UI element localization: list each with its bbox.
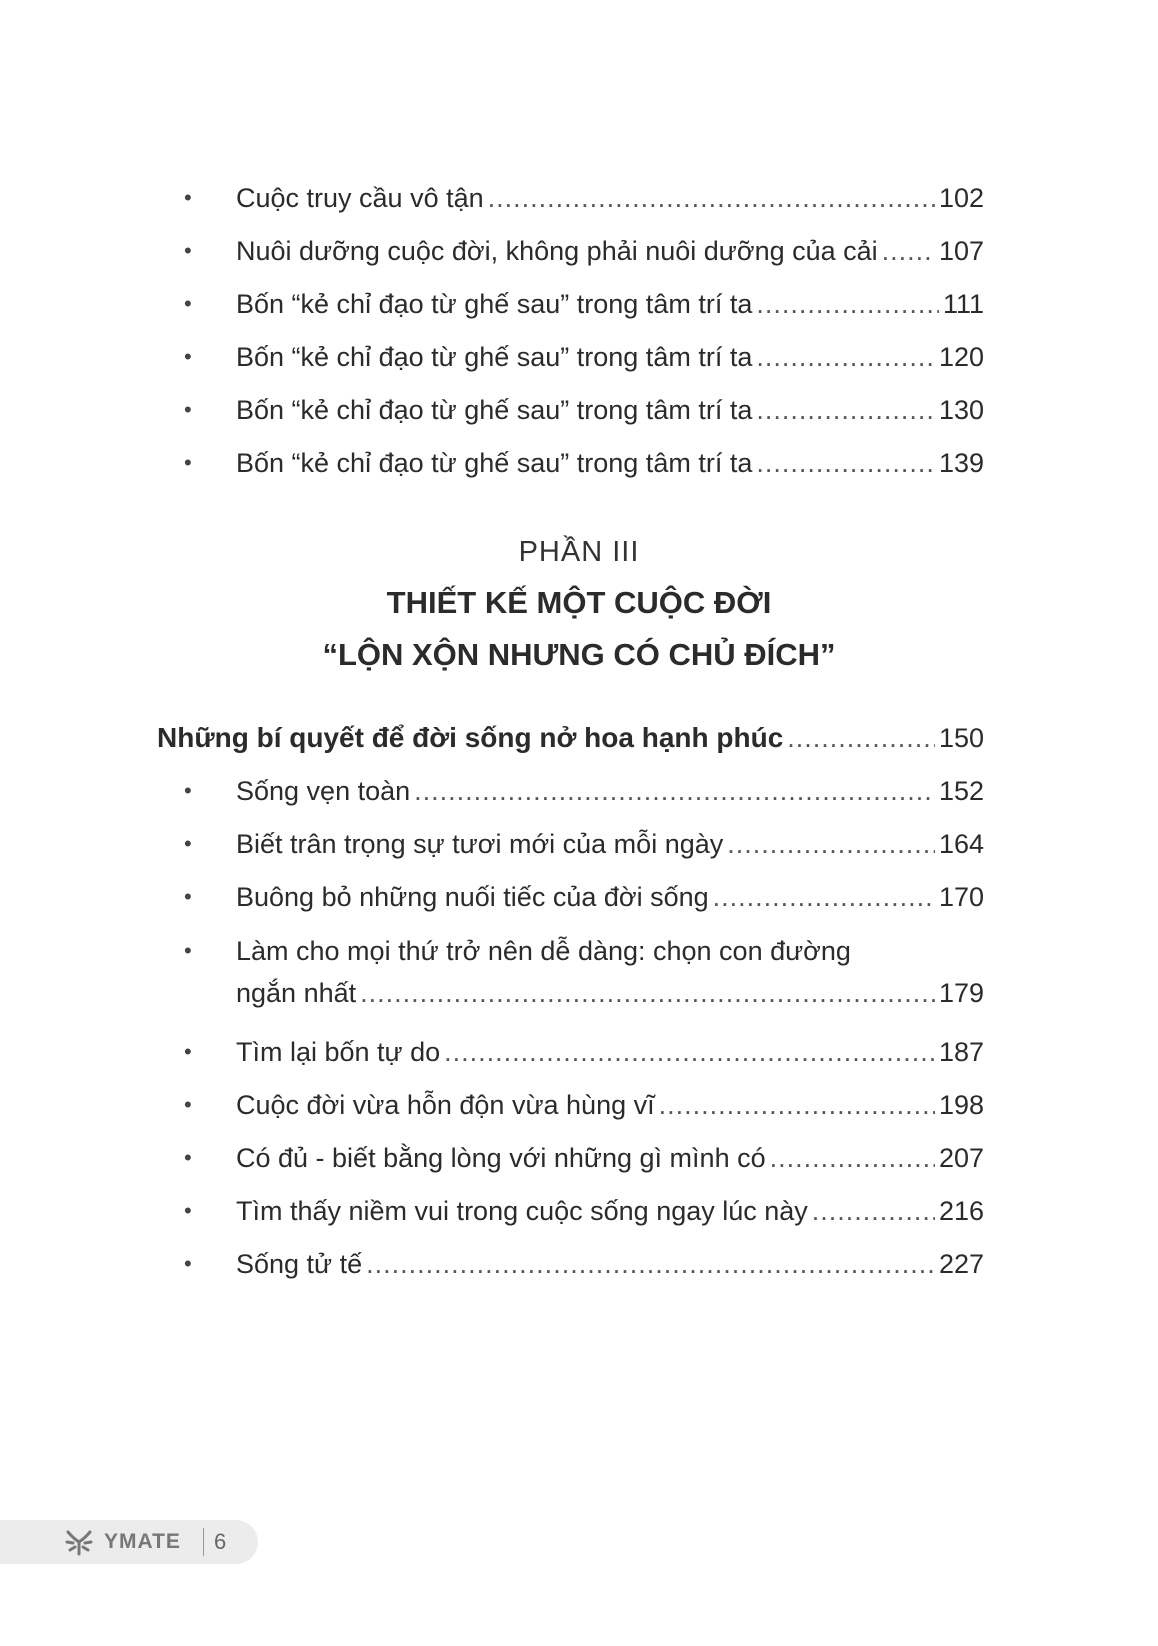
dot-leader xyxy=(882,225,935,277)
entry-title-line2: ngắn nhất xyxy=(236,978,357,1008)
entry-title: Cuộc đời vừa hỗn độn vừa hùng vĩ xyxy=(236,1090,655,1120)
entry-title: Có đủ - biết bằng lòng với những gì mình có xyxy=(236,1143,766,1173)
entry-page: 216 xyxy=(938,1196,984,1226)
entry-page: 130 xyxy=(938,395,984,425)
bullet: • xyxy=(184,938,192,963)
bullet: • xyxy=(184,778,192,803)
entry-title: Nuôi dưỡng cuộc đời, không phải nuôi dưỡng của cải xyxy=(236,236,878,266)
dot-leader xyxy=(360,972,935,1014)
entry-page: 227 xyxy=(938,1249,984,1279)
toc-entry-wrapped[interactable] xyxy=(0,930,1158,1014)
bullet: • xyxy=(184,1251,192,1276)
toc-section-entry[interactable] xyxy=(157,712,984,764)
dot-leader xyxy=(366,1238,935,1290)
dot-leader xyxy=(444,1026,935,1078)
dot-leader xyxy=(659,1079,935,1131)
toc-entry[interactable] xyxy=(0,278,1158,330)
dot-leader xyxy=(756,437,935,489)
toc-entry[interactable] xyxy=(0,331,1158,383)
entry-page: 164 xyxy=(938,829,984,859)
entry-page: 198 xyxy=(938,1090,984,1120)
dot-leader xyxy=(414,765,935,817)
entry-page: 207 xyxy=(938,1143,984,1173)
toc-entry[interactable] xyxy=(0,1185,1158,1237)
dot-leader xyxy=(488,172,935,224)
toc-entry[interactable] xyxy=(0,384,1158,436)
dot-leader xyxy=(756,331,935,383)
entry-page: 120 xyxy=(938,342,984,372)
footer-brand: YMATE xyxy=(104,1530,181,1553)
entry-page: 139 xyxy=(938,448,984,478)
entry-title: Buông bỏ những nuối tiếc của đời sống xyxy=(236,882,709,912)
entry-title: Sống tử tế xyxy=(236,1249,363,1279)
entry-page: 102 xyxy=(938,183,984,213)
toc-entry[interactable] xyxy=(0,765,1158,817)
dot-leader xyxy=(756,384,935,436)
entry-title-line1: Làm cho mọi thứ trở nên dễ dàng: chọn con đường xyxy=(236,936,851,966)
footer-pill xyxy=(0,1520,258,1564)
entry-page: 170 xyxy=(938,882,984,912)
entry-title: Bốn “kẻ chỉ đạo từ ghế sau” trong tâm trí ta xyxy=(236,395,753,425)
part-title-line1: THIẾT KẾ MỘT CUỘC ĐỜI xyxy=(386,585,772,620)
toc-entry[interactable] xyxy=(0,1238,1158,1290)
bullet: • xyxy=(184,1145,192,1170)
toc-entry[interactable] xyxy=(0,437,1158,489)
dot-leader xyxy=(756,278,939,330)
bullet: • xyxy=(184,344,192,369)
bullet: • xyxy=(184,1198,192,1223)
section-title: Những bí quyết để đời sống nở hoa hạnh phúc xyxy=(157,722,784,753)
section-page: 150 xyxy=(938,723,984,753)
dot-leader xyxy=(770,1132,935,1184)
entry-title: Tìm thấy niềm vui trong cuộc sống ngay lúc này xyxy=(236,1196,808,1226)
entry-title: Bốn “kẻ chỉ đạo từ ghế sau” trong tâm trí ta xyxy=(236,342,753,372)
bullet: • xyxy=(184,450,192,475)
entry-title: Bốn “kẻ chỉ đạo từ ghế sau” trong tâm trí ta xyxy=(236,289,753,319)
bullet: • xyxy=(184,238,192,263)
toc-entry[interactable] xyxy=(0,1026,1158,1078)
toc-entry[interactable] xyxy=(0,818,1158,870)
ymate-logo-icon xyxy=(64,1528,94,1556)
entry-title: Cuộc truy cầu vô tận xyxy=(236,183,484,213)
toc-entry[interactable] xyxy=(0,225,1158,277)
dot-leader xyxy=(713,871,935,923)
entry-title: Sống vẹn toàn xyxy=(236,776,411,806)
bullet: • xyxy=(184,1039,192,1064)
part-title-line2: “LỘN XỘN NHƯNG CÓ CHỦ ĐÍCH” xyxy=(322,637,836,672)
bullet: • xyxy=(184,884,192,909)
bullet: • xyxy=(184,831,192,856)
entry-page: 187 xyxy=(938,1037,984,1067)
entry-title: Bốn “kẻ chỉ đạo từ ghế sau” trong tâm trí ta xyxy=(236,448,753,478)
entry-page: 107 xyxy=(938,236,984,266)
dot-leader xyxy=(787,712,935,764)
bullet: • xyxy=(184,291,192,316)
bullet: • xyxy=(184,397,192,422)
toc-entry[interactable] xyxy=(0,871,1158,923)
bullet: • xyxy=(184,1092,192,1117)
bullet: • xyxy=(184,185,192,210)
toc-entry[interactable] xyxy=(0,172,1158,224)
dot-leader xyxy=(727,818,935,870)
footer-divider xyxy=(203,1528,204,1556)
entry-page: 179 xyxy=(938,978,984,1008)
entry-title: Biết trân trọng sự tươi mới của mỗi ngày xyxy=(236,829,724,859)
toc-entry[interactable] xyxy=(0,1079,1158,1131)
page-number: 6 xyxy=(214,1529,227,1554)
toc-entry[interactable] xyxy=(0,1132,1158,1184)
entry-title: Tìm lại bốn tự do xyxy=(236,1037,441,1067)
part-label: PHẦN III xyxy=(518,536,640,568)
dot-leader xyxy=(812,1185,935,1237)
entry-page: 111 xyxy=(942,289,984,319)
entry-page: 152 xyxy=(938,776,984,806)
